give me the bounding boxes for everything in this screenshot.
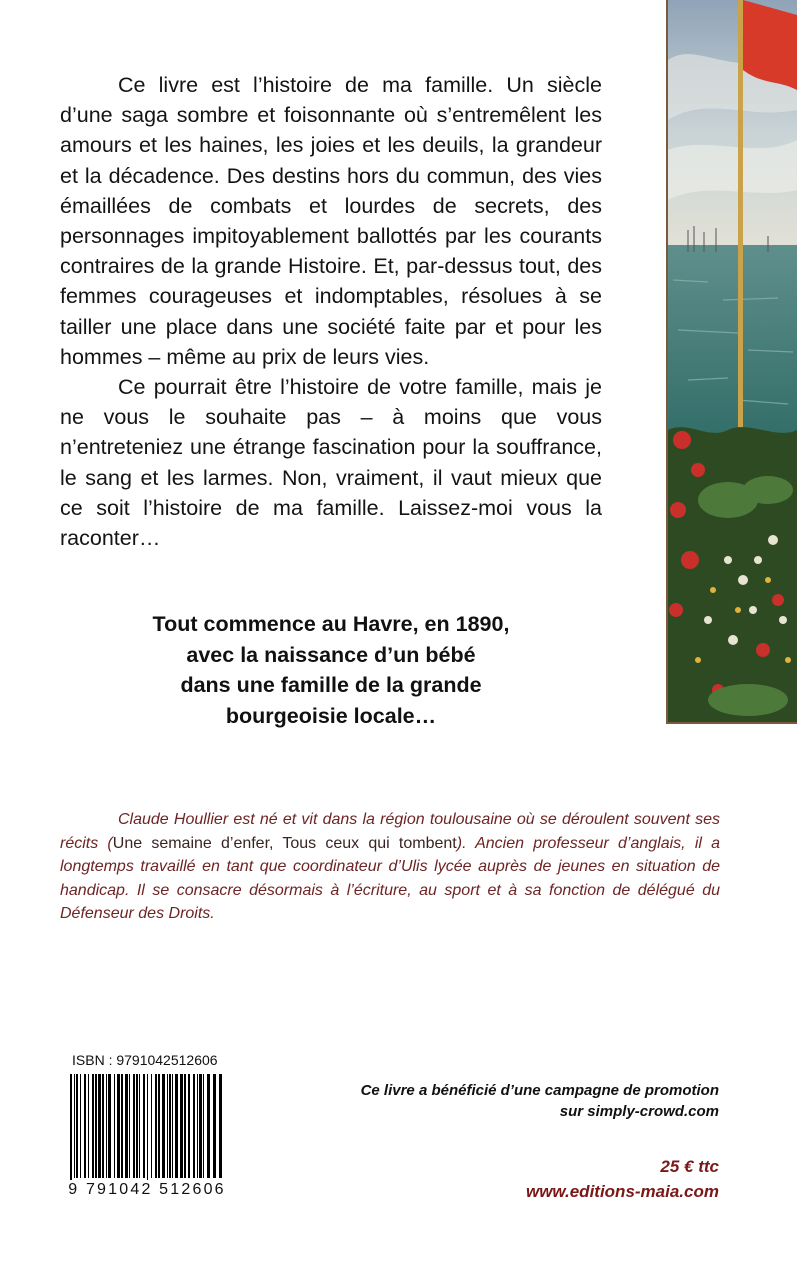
blurb-paragraph: Ce pourrait être l’histoire de votre famille, mais je ne vous le souhaite pas – à moins que vous n’entreteniez une étrange fascination pour la souffrance, le sang et les larmes. Non, vraiment, il vaut mieux que ce soit l’histoire de ma famille. Laissez-moi vous la raconter…: [60, 375, 602, 551]
teaser-line: avec la naissance d’un bébé: [186, 642, 476, 667]
barcode-icon: [66, 1074, 228, 1184]
author-bio-paragraph: [60, 808, 720, 926]
publisher-website: www.editions-maia.com: [525, 1182, 719, 1201]
seaside-painting-image: [668, 0, 797, 722]
blurb-paragraph: Ce livre est l’histoire de ma famille. Un siècle d’une saga sombre et foisonnante où s’entremêlent les amours et les haines, les joies et les deuils, la grandeur et la décadence. Des destins hors du commun, des vies émaillées de combats et lourdes de secrets, des personnages impitoyablement ballottés par les courants contraires de la grande Histoire. Et, par-dessus tout, des femmes courageuses et indomptables, résolues à se tailler une place dans une société faite par et pour les hommes – même au prix de leurs vies.: [60, 73, 602, 369]
promotion-line: sur simply-crowd.com: [559, 1103, 719, 1120]
author-bio: [60, 808, 720, 926]
price: 25 € ttc: [660, 1157, 719, 1176]
teaser-line: dans une famille de la grande: [180, 673, 482, 697]
barcode-digits: 9 791042 512606: [66, 1180, 228, 1199]
teaser-line: Tout commence au Havre, en 1890,: [152, 612, 510, 636]
back-cover-blurb: [60, 70, 602, 553]
teaser-text: [110, 609, 552, 731]
bio-text-start: Claude Houllier est né et vit dans la région toulousaine où se déroulent souvent ses récits (: [60, 811, 720, 852]
cover-painting: [666, 0, 797, 724]
teaser-line: bourgeoisie locale…: [225, 703, 437, 728]
promotion-line: Ce livre a bénéficié d’une campagne de promotion: [360, 1082, 719, 1099]
bio-text-end: ). Ancien professeur d’anglais, il a longtemps travaillé en tant que coordinateur d’Ulis lycée auprès de jeunes en situation de handicap. Il se consacre désormais à l’écriture, au sport et à sa fonction de délégué du Défenseur des Droits.: [60, 834, 721, 922]
promotion-note: [319, 1080, 719, 1122]
bio-book-titles: Une semaine d’enfer, Tous ceux qui tombent: [112, 834, 457, 852]
isbn-label: ISBN : 9791042512606: [72, 1052, 218, 1068]
